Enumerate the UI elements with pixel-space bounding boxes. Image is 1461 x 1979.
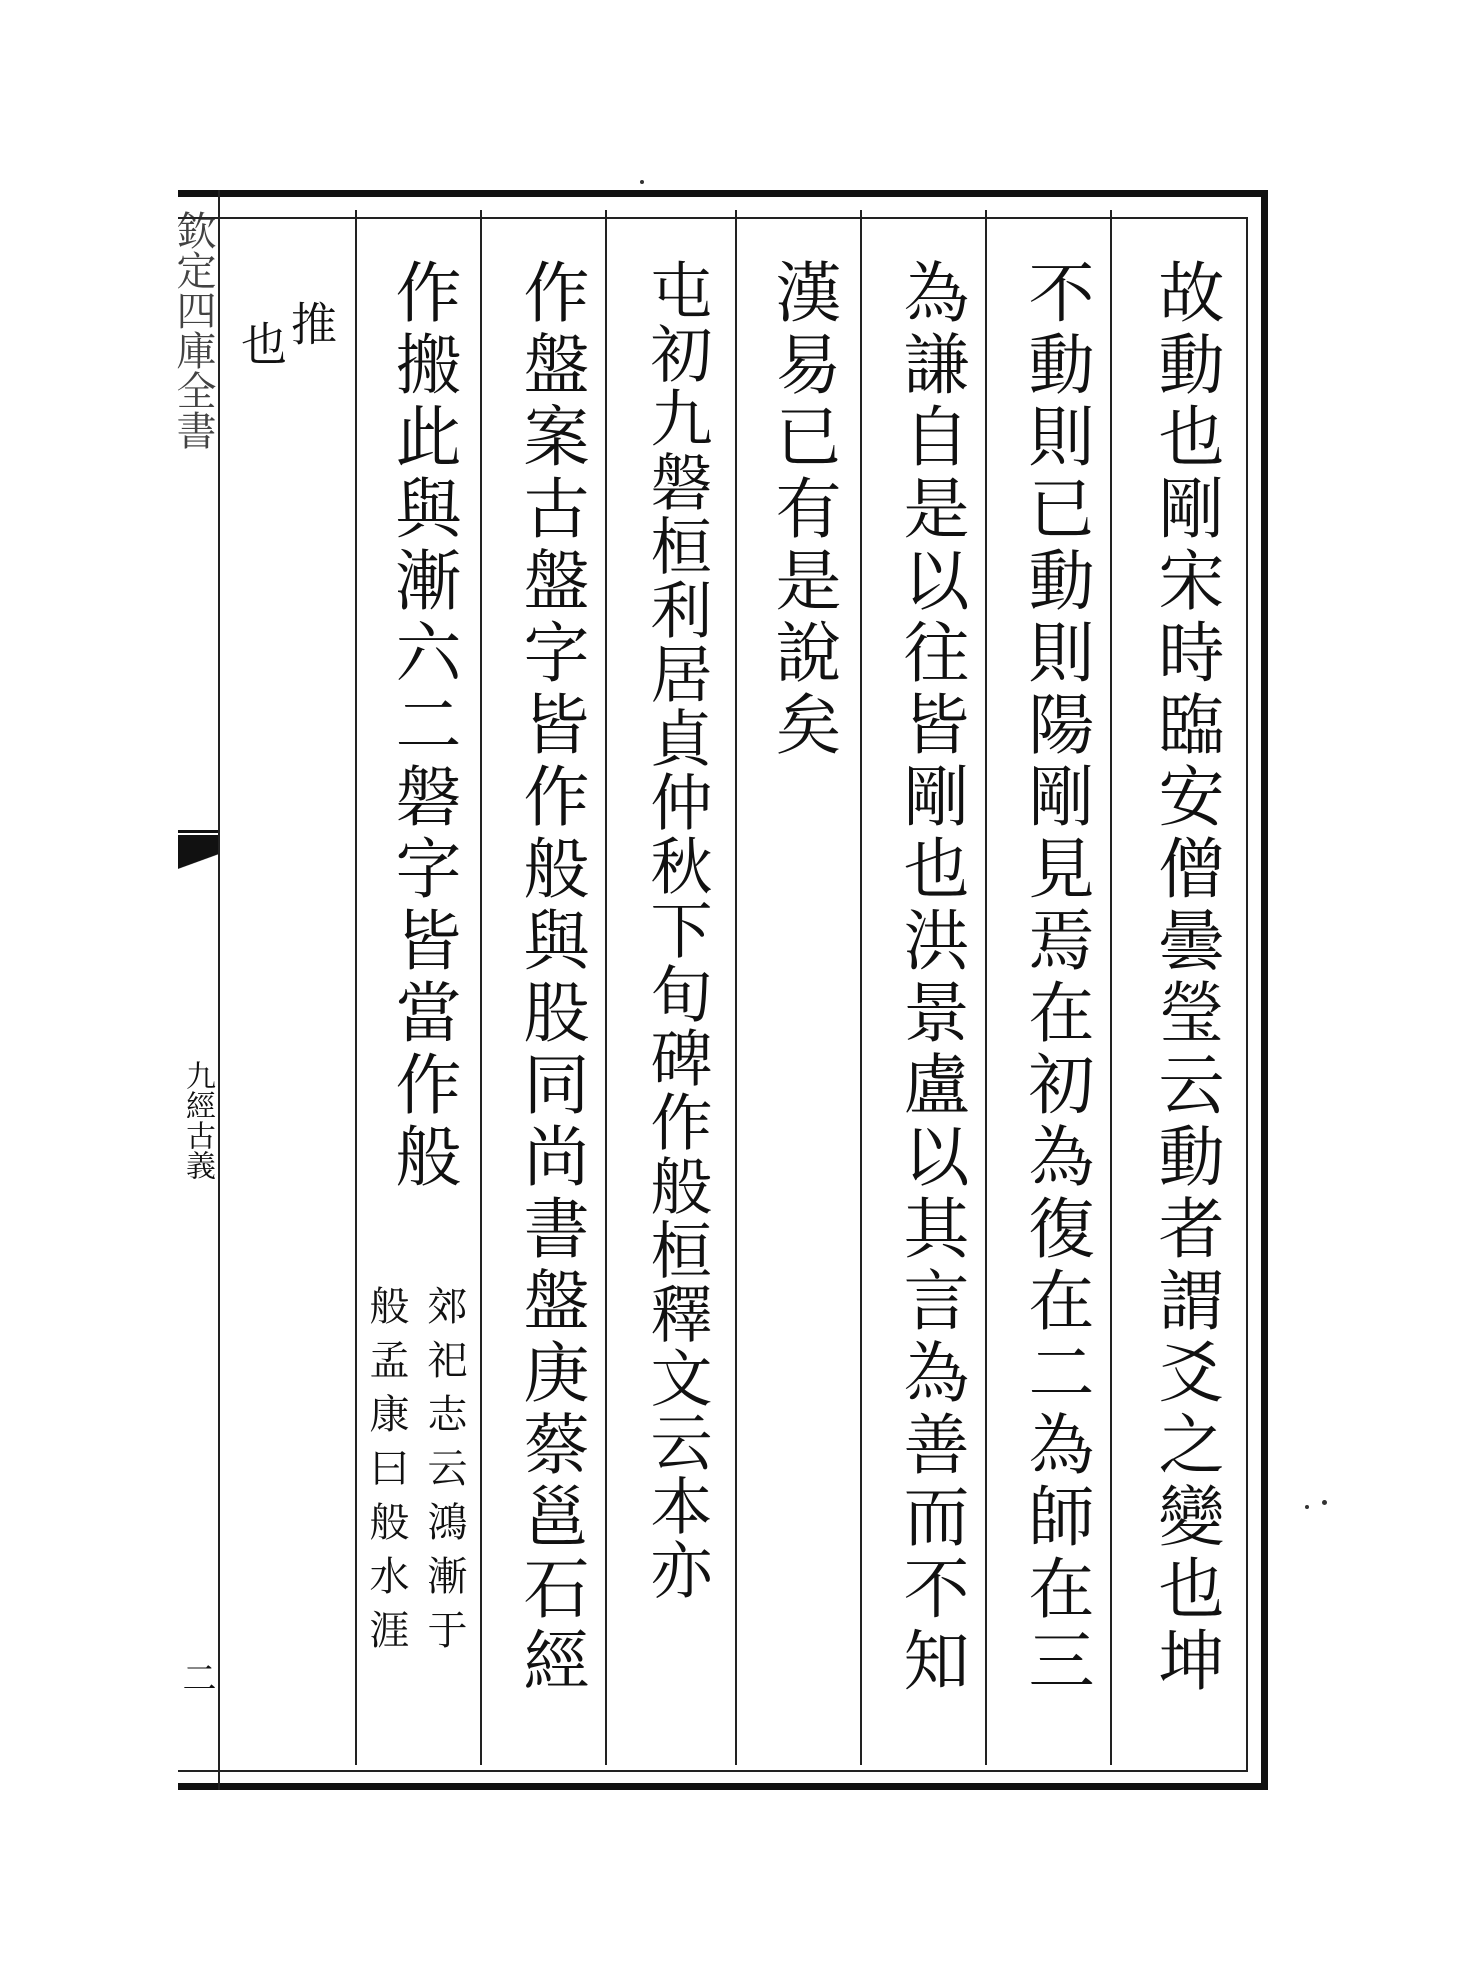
text-column-8: 也 bbox=[234, 320, 288, 380]
collection-title: 欽定四庫全書 bbox=[170, 210, 216, 450]
text-column-4: 漢易已有是說矣 bbox=[764, 258, 841, 762]
column-rule bbox=[355, 210, 357, 1765]
ink-speck bbox=[1322, 1500, 1327, 1505]
text-column-6: 作盤案古盤字皆作般與股同尚書盤庚蔡邕石經 bbox=[512, 258, 589, 1698]
ink-speck bbox=[1305, 1505, 1309, 1509]
note-right: 郊祀志云鴻漸于 bbox=[421, 1285, 467, 1663]
book-title: 九經古義 bbox=[180, 1060, 215, 1180]
column-rule bbox=[735, 210, 737, 1765]
text-column-5: 屯初九磐桓利居貞仲秋下旬碑作般桓釋文云本亦 bbox=[640, 258, 713, 1602]
fishtail-mark-icon bbox=[178, 835, 218, 895]
text-column-7: 作搬此與漸六二磐字皆當作般 bbox=[384, 258, 461, 1194]
fishtail-rule bbox=[178, 830, 218, 833]
page-spine bbox=[170, 190, 220, 1790]
text-column-2: 不動則已動則陽剛見焉在初為復在二為師在三 bbox=[1017, 258, 1094, 1698]
note-left: 般孟康曰般水涯 bbox=[363, 1285, 409, 1663]
note-continuation: 推 bbox=[284, 300, 338, 360]
text-column-1: 故動也剛宋時臨安僧曇瑩云動者謂爻之變也坤 bbox=[1147, 258, 1224, 1698]
text-column-3: 為謙自是以往皆剛也洪景盧以其言為善而不知 bbox=[892, 258, 969, 1698]
page-number: 二 bbox=[176, 1660, 216, 1694]
ink-speck bbox=[640, 180, 644, 184]
